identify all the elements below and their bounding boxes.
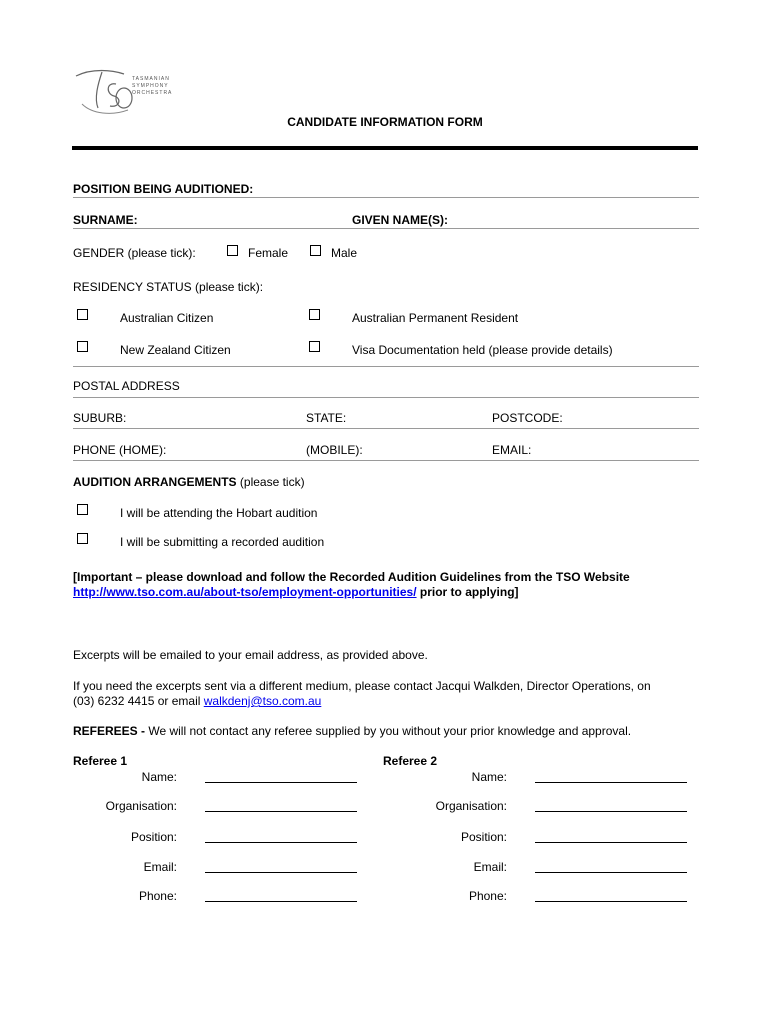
contact-email-link[interactable]: walkdenj@tso.com.au xyxy=(203,694,322,708)
referee-1-organisation-field[interactable] xyxy=(205,811,357,812)
audition-heading xyxy=(73,475,305,489)
nz-citizen-checkbox[interactable] xyxy=(77,341,88,352)
recorded-audition-checkbox[interactable] xyxy=(77,533,88,544)
referee-1-name-label: Name: xyxy=(141,770,177,784)
postcode-label: POSTCODE: xyxy=(492,411,563,425)
audition-heading-text: AUDITION ARRANGEMENTS xyxy=(73,475,237,489)
postal-address-label: POSTAL ADDRESS xyxy=(73,379,180,393)
referee-2-phone-field[interactable] xyxy=(535,901,687,902)
referees-statement xyxy=(73,724,631,738)
logo-org-line-1: TASMANIAN xyxy=(132,76,170,82)
important-line-2-tail: prior to applying] xyxy=(416,585,519,599)
audition-heading-note: (please tick) xyxy=(236,475,305,489)
referees-heading: REFEREES - xyxy=(73,724,149,738)
referees-text: We will not contact any referee supplied by you without your prior knowledge and approval. xyxy=(148,724,632,738)
referee-2-organisation-label: Organisation: xyxy=(435,799,507,813)
referee-1-heading: Referee 1 xyxy=(73,754,128,768)
surname-label: SURNAME: xyxy=(73,213,138,227)
position-label: POSITION BEING AUDITIONED: xyxy=(73,182,254,196)
guidelines-link[interactable]: http://www.tso.com.au/about-tso/employment-opportunities/ xyxy=(73,585,417,599)
referee-1-position-field[interactable] xyxy=(205,842,357,843)
referee-2-phone-label: Phone: xyxy=(468,889,507,903)
permanent-resident-label: Australian Permanent Resident xyxy=(352,311,519,325)
female-checkbox[interactable] xyxy=(227,245,238,256)
important-line-2 xyxy=(73,585,519,599)
attend-audition-label: I will be attending the Hobart audition xyxy=(120,506,318,520)
residency-label: RESIDENCY STATUS (please tick): xyxy=(73,280,264,294)
referee-1-phone-field[interactable] xyxy=(205,901,357,902)
phone-home-label: PHONE (HOME): xyxy=(73,443,167,457)
permanent-resident-checkbox[interactable] xyxy=(309,309,320,320)
referee-2-email-field[interactable] xyxy=(535,872,687,873)
referee-2-email-label: Email: xyxy=(473,860,507,874)
citizen-checkbox[interactable] xyxy=(77,309,88,320)
referee-2-position-label: Position: xyxy=(460,830,507,844)
referee-1-email-label: Email: xyxy=(143,860,177,874)
male-checkbox[interactable] xyxy=(310,245,321,256)
female-label: Female xyxy=(248,246,289,260)
divider xyxy=(73,366,699,367)
referee-2-organisation-field[interactable] xyxy=(535,811,687,812)
visa-checkbox[interactable] xyxy=(309,341,320,352)
gender-label: GENDER (please tick): xyxy=(73,246,196,260)
title-rule xyxy=(72,146,698,150)
medium-note-line-1: If you need the excerpts sent via a different medium, please contact Jacqui Walkden, Director Operations, on xyxy=(73,679,651,693)
referee-1-name-field[interactable] xyxy=(205,782,357,783)
referee-2-name-field[interactable] xyxy=(535,782,687,783)
important-line-1: [Important – please download and follow the Recorded Audition Guidelines from the TSO Website xyxy=(73,570,630,584)
email-label: EMAIL: xyxy=(492,443,532,457)
divider xyxy=(73,397,699,398)
referee-2-position-field[interactable] xyxy=(535,842,687,843)
divider xyxy=(73,197,699,198)
citizen-label: Australian Citizen xyxy=(120,311,214,325)
recorded-audition-label: I will be submitting a recorded audition xyxy=(120,535,325,549)
divider xyxy=(73,428,699,429)
referee-2-name-label: Name: xyxy=(471,770,507,784)
suburb-label: SUBURB: xyxy=(73,411,127,425)
nz-citizen-label: New Zealand Citizen xyxy=(120,343,231,357)
referee-1-organisation-label: Organisation: xyxy=(105,799,177,813)
attend-audition-checkbox[interactable] xyxy=(77,504,88,515)
divider xyxy=(73,228,699,229)
male-label: Male xyxy=(331,246,358,260)
logo-org-line-2: SYMPHONY xyxy=(132,83,169,89)
referee-1-email-field[interactable] xyxy=(205,872,357,873)
form-title: CANDIDATE INFORMATION FORM xyxy=(287,115,483,129)
visa-label: Visa Documentation held (please provide details) xyxy=(352,343,613,357)
logo-org-line-3: ORCHESTRA xyxy=(132,90,173,96)
medium-note-line-2 xyxy=(73,694,321,708)
referee-1-phone-label: Phone: xyxy=(138,889,177,903)
given-names-label: GIVEN NAME(S): xyxy=(352,213,448,227)
divider xyxy=(73,460,699,461)
mobile-label: (MOBILE): xyxy=(306,443,363,457)
excerpts-note: Excerpts will be emailed to your email address, as provided above. xyxy=(73,648,428,662)
state-label: STATE: xyxy=(306,411,347,425)
referee-1-position-label: Position: xyxy=(130,830,177,844)
referee-2-heading: Referee 2 xyxy=(383,754,438,768)
medium-note-phone: (03) 6232 4415 or email xyxy=(73,694,204,708)
